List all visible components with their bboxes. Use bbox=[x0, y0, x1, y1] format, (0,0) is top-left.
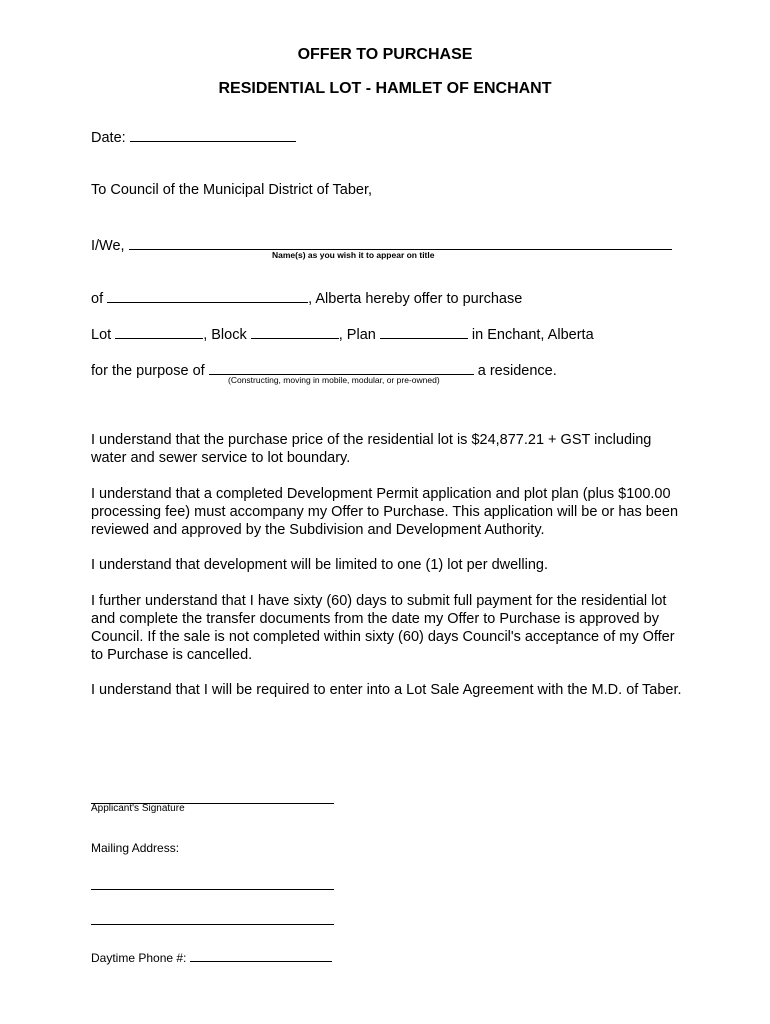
paragraph-price: I understand that the purchase price of the residential lot is $24,877.21 + GST including water and sewer service to lot boundary. bbox=[91, 432, 652, 466]
mailing-address-line-1[interactable] bbox=[91, 889, 334, 890]
lot-field[interactable] bbox=[115, 324, 203, 339]
applicant-name-field[interactable] bbox=[129, 235, 672, 250]
signature-label: Applicant's Signature bbox=[91, 803, 185, 814]
date-field[interactable] bbox=[130, 127, 296, 142]
paragraph-agreement: I understand that I will be required to enter into a Lot Sale Agreement with the M.D. of Taber. bbox=[91, 682, 682, 698]
plan-field[interactable] bbox=[380, 324, 468, 339]
paragraph-development: I understand that development will be limited to one (1) lot per dwelling. bbox=[91, 557, 549, 573]
phone-label: Daytime Phone #: bbox=[91, 951, 187, 965]
purpose-label: for the purpose of bbox=[91, 363, 205, 379]
phone-row bbox=[91, 948, 332, 965]
location-field[interactable] bbox=[107, 288, 308, 303]
paragraph-permit: I understand that a completed Development Permit application and plot plan (plus $100.00 processing fee) must accompany my Offer to Purchase. This application will be or has been reviewed and approved by the Subdivision and Development Authority. bbox=[91, 486, 679, 538]
plan-label: , Plan bbox=[338, 327, 376, 343]
lot-label: Lot bbox=[91, 327, 112, 343]
block-label: , Block bbox=[203, 327, 247, 343]
residence-text: a residence. bbox=[477, 363, 557, 379]
document-title: OFFER TO PURCHASE bbox=[297, 46, 473, 63]
phone-field[interactable] bbox=[190, 948, 332, 962]
mailing-address-line-2[interactable] bbox=[91, 924, 334, 925]
date-label: Date: bbox=[91, 130, 126, 146]
document-subtitle: RESIDENTIAL LOT - HAMLET OF ENCHANT bbox=[218, 80, 552, 97]
name-caption: Name(s) as you wish it to appear on title bbox=[272, 250, 435, 260]
addressee: To Council of the Municipal District of Taber, bbox=[91, 182, 373, 198]
of-row bbox=[91, 288, 522, 308]
offer-text: , Alberta hereby offer to purchase bbox=[308, 291, 523, 307]
purpose-caption: (Constructing, moving in mobile, modular, or pre-owned) bbox=[228, 375, 440, 385]
purpose-field[interactable] bbox=[209, 360, 474, 375]
iwe-label: I/We, bbox=[91, 238, 125, 254]
enchant-text: in Enchant, Alberta bbox=[471, 327, 594, 343]
block-field[interactable] bbox=[251, 324, 339, 339]
lot-row bbox=[91, 324, 594, 344]
paragraph-payment: I further understand that I have sixty (60) days to submit full payment for the residential lot and complete the transfer documents from the date my Offer to Purchase is approved by Council. If the sale is not completed within sixty (60) days Council's acceptance of my Offer to Purchase is cancelled. bbox=[91, 593, 675, 663]
mailing-label: Mailing Address: bbox=[91, 841, 180, 855]
of-label: of bbox=[91, 291, 104, 307]
date-row bbox=[91, 127, 296, 147]
